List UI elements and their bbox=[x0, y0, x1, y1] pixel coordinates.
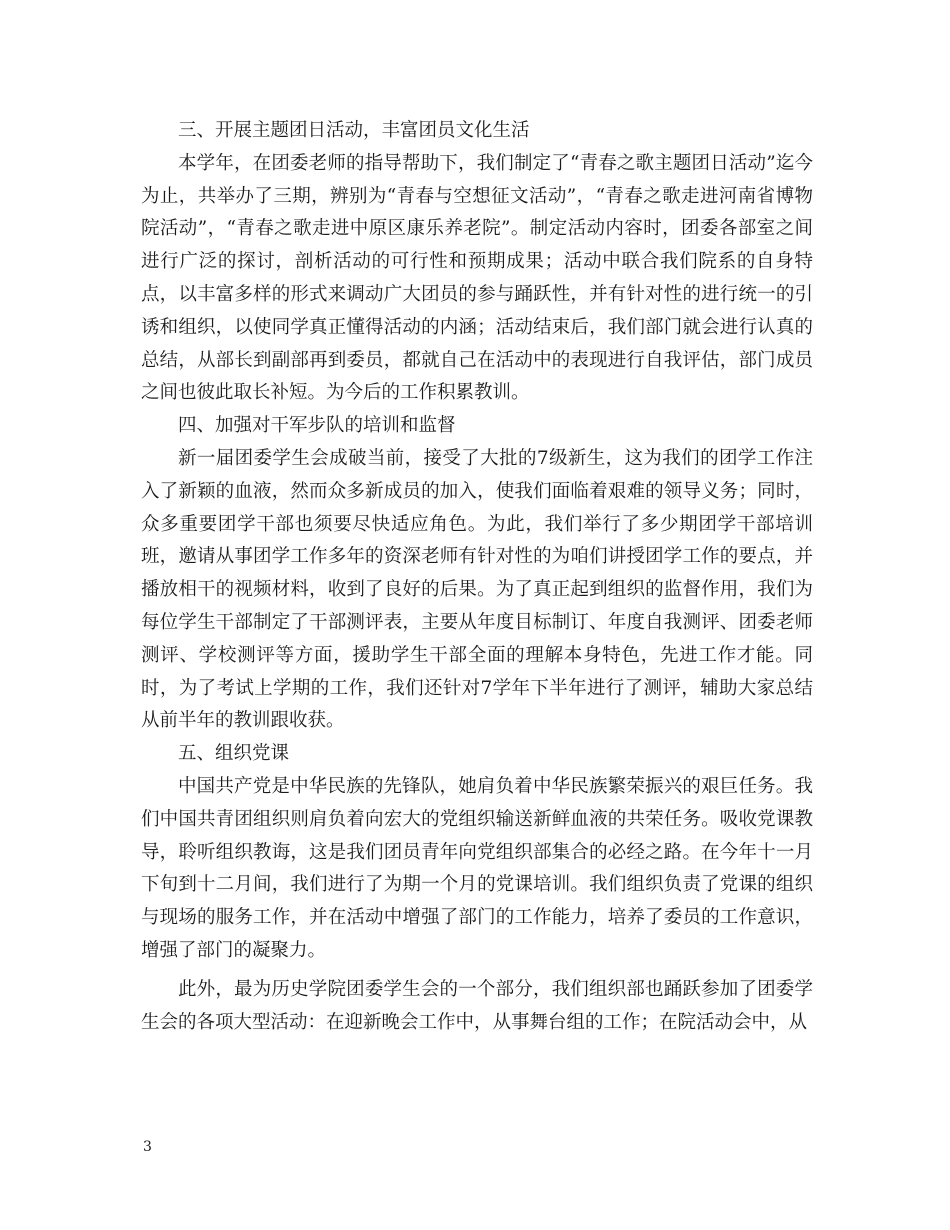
body-paragraph: 本学年，在团委老师的指导帮助下，我们制定了“青春之歌主题团日活动”迄今为止，共举办了三期，辨别为“青春与空想征文活动”，“青春之歌走进河南省博物院活动”，“青春之歌走进中原区康乐养老院”。制定活动内容时，团委各部室之间进行广泛的探讨，剖析活动的可行性和预期成果；活动中联合我们院系的自身特点，以丰富多样的形式来调动广大团员的参与踊跃性，并有针对性的进行统一的引诱和组织，以使同学真正懂得活动的内涵；活动结束后，我们部门就会进行认真的总结，从部长到副部再到委员，都就自己在活动中的表现进行自我评估，部门成员之间也彼此取长补短。为今后的工作积累教训。 bbox=[141, 152, 813, 404]
section-heading-5: 五、组织党课 bbox=[178, 743, 290, 765]
page-number: 3 bbox=[143, 1139, 152, 1155]
document-body bbox=[141, 115, 813, 1039]
body-paragraph: 此外，最为历史学院团委学生会的一个部分，我们组织部也踊跃参加了团委学生会的各项大型活动：在迎新晚会工作中，从事舞台组的工作；在院活动会中，从 bbox=[141, 978, 813, 1033]
section-heading-4: 四、加强对干军步队的培训和监督 bbox=[178, 415, 456, 437]
body-paragraph: 新一届团委学生会成破当前，接受了大批的7级新生，这为我们的团学工作注入了新颖的血液，然而众多新成员的加入，使我们面临着艰难的领导义务；同时，众多重要团学干部也须要尽快适应角色。为此，我们举行了多少期团学干部培训班，邀请从事团学工作多年的资深老师有针对性的为咱们讲授团学工作的要点，并播放相干的视频材料，收到了良好的后果。为了真正起到组织的监督作用，我们为每位学生干部制定了干部测评表，主要从年度目标制订、年度自我测评、团委老师测评、学校测评等方面，援助学生干部全面的理解本身特色，先进工作才能。同时，为了考试上学期的工作，我们还针对7学年下半年进行了测评，辅助大家总结从前半年的教训跟收获。 bbox=[141, 447, 813, 732]
section-heading-3: 三、开展主题团日活动，丰富团员文化生活 bbox=[178, 120, 530, 141]
body-paragraph: 中国共产党是中华民族的先锋队，她肩负着中华民族繁荣振兴的艰巨任务。我们中国共青团组织则肩负着向宏大的党组织输送新鲜血液的共荣任务。吸收党课教导，聆听组织教诲，这是我们团员青年向党组织部集合的必经之路。在今年十一月下旬到十二月间，我们进行了为期一个月的党课培训。我们组织负责了党课的组织与现场的服务工作，并在活动中增强了部门的工作能力，培养了委员的工作意识，增强了部门的凝聚力。 bbox=[141, 775, 813, 961]
